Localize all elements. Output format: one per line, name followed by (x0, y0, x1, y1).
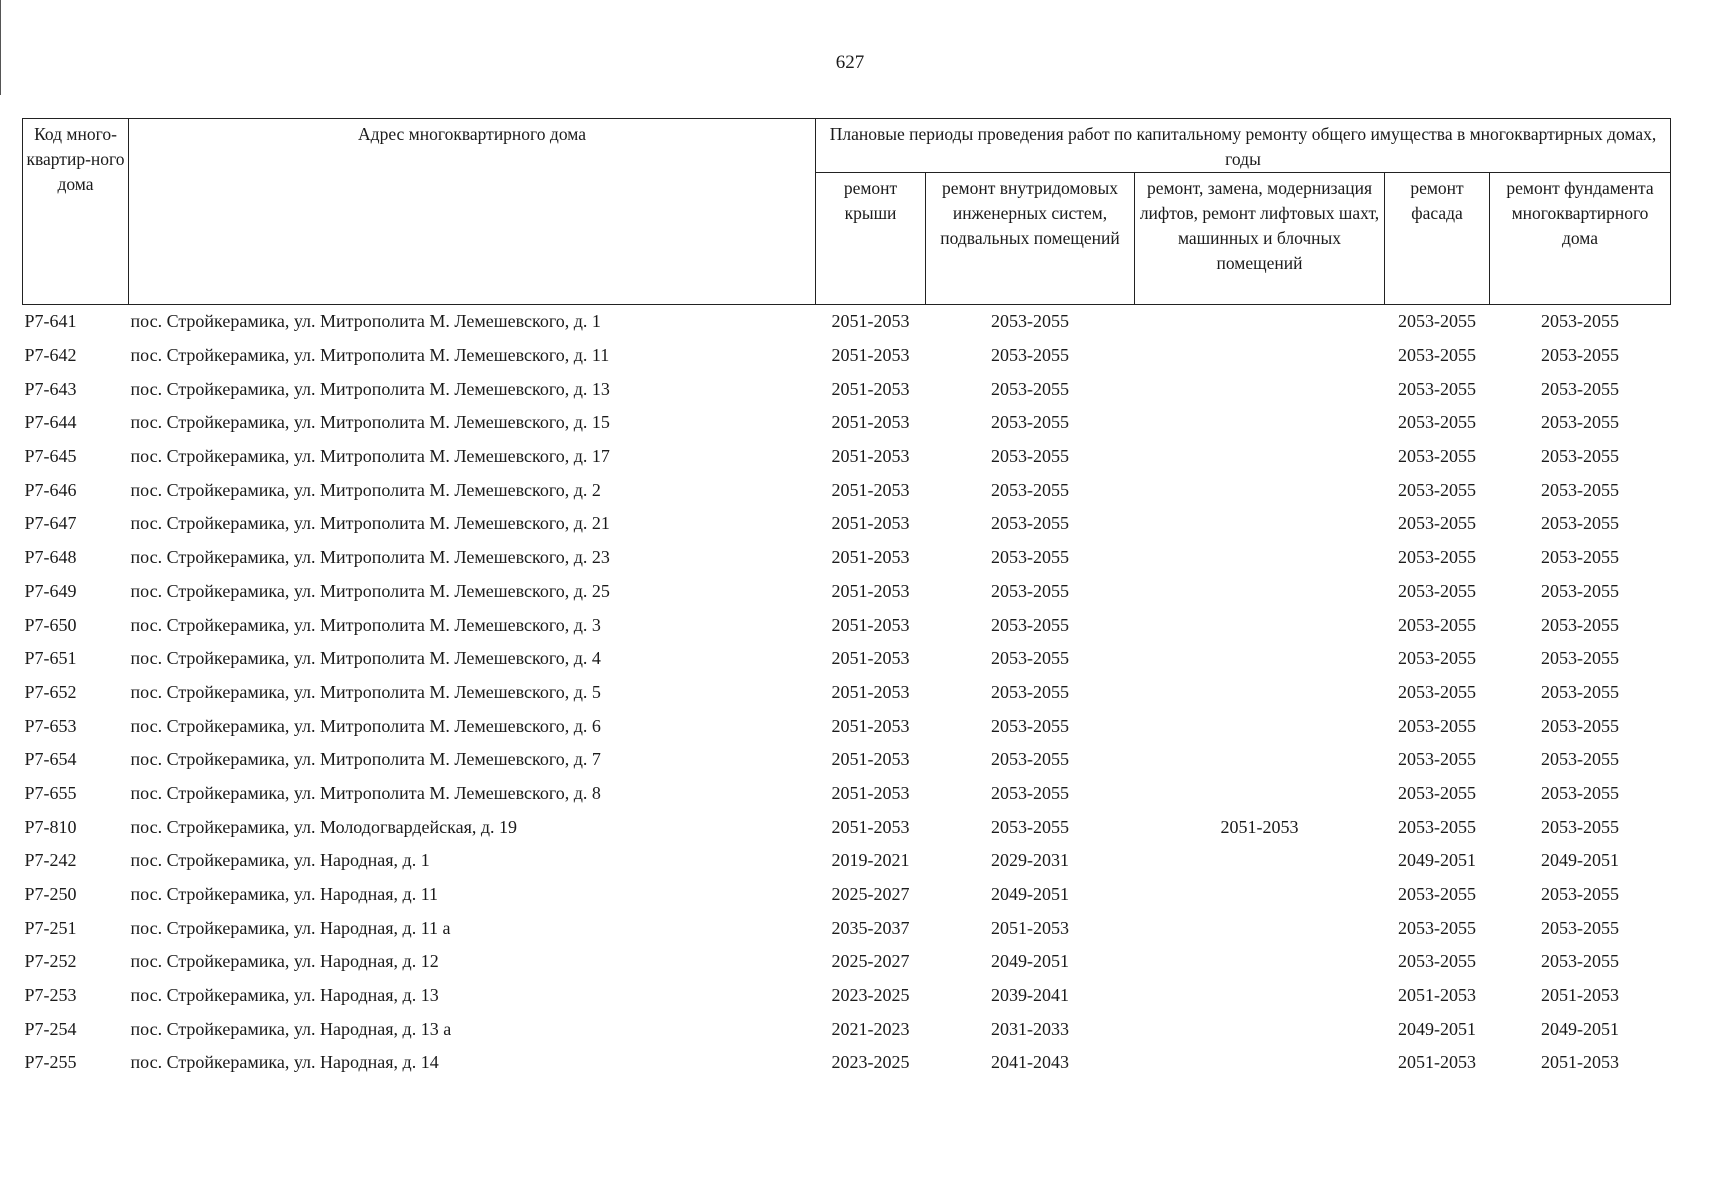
cell-facade: 2053-2055 (1398, 345, 1476, 366)
cell-code: P7-253 (24, 985, 77, 1006)
cell-foundation: 2053-2055 (1541, 345, 1619, 366)
table-row (23, 676, 1671, 710)
header-periods: Плановые периоды проведения работ по капитальному ремонту общего имущества в многоквартирных домах, годы (816, 119, 1671, 173)
cell-roof: 2051-2053 (831, 513, 910, 534)
table-row (23, 507, 1671, 541)
cell-roof: 2051-2053 (831, 479, 910, 500)
cell-roof: 2051-2053 (831, 547, 910, 568)
cell-facade: 2053-2055 (1398, 446, 1476, 467)
cell-roof: 2023-2025 (831, 985, 910, 1006)
table-row (23, 339, 1671, 373)
cell-lifts (1135, 473, 1385, 507)
cell-lifts (1135, 878, 1385, 912)
cell-address: пос. Стройкерамика, ул. Митрополита М. Лемешевского, д. 5 (130, 681, 601, 702)
cell-code: P7-641 (24, 311, 77, 332)
cell-roof: 2025-2027 (831, 951, 910, 972)
table-row (23, 440, 1671, 474)
cell-facade: 2049-2051 (1398, 850, 1476, 871)
cell-roof: 2051-2053 (831, 715, 910, 736)
table-row (23, 1012, 1671, 1046)
cell-code: P7-255 (24, 1052, 77, 1073)
header-roof: ремонт крыши (816, 173, 926, 305)
cell-facade: 2053-2055 (1398, 378, 1476, 399)
cell-code: P7-649 (24, 580, 77, 601)
cell-lifts (1135, 1046, 1385, 1080)
cell-foundation: 2053-2055 (1541, 681, 1619, 702)
cell-address: пос. Стройкерамика, ул. Митрополита М. Лемешевского, д. 2 (130, 479, 601, 500)
cell-systems: 2053-2055 (991, 479, 1069, 500)
table-row (23, 979, 1671, 1013)
table-row (23, 541, 1671, 575)
cell-facade: 2053-2055 (1398, 614, 1476, 635)
cell-code: P7-645 (24, 446, 77, 467)
cell-code: P7-652 (24, 681, 77, 702)
cell-foundation: 2053-2055 (1541, 513, 1619, 534)
cell-systems: 2053-2055 (991, 648, 1069, 669)
cell-address: пос. Стройкерамика, ул. Народная, д. 11 а (130, 917, 451, 938)
cell-code: P7-653 (24, 715, 77, 736)
cell-systems: 2053-2055 (991, 446, 1069, 467)
cell-lifts: 2051-2053 (1220, 816, 1299, 837)
cell-code: P7-647 (24, 513, 77, 534)
cell-facade: 2053-2055 (1398, 715, 1476, 736)
cell-roof: 2051-2053 (831, 580, 910, 601)
cell-address: пос. Стройкерамика, ул. Митрополита М. Лемешевского, д. 21 (130, 513, 610, 534)
table-row (23, 911, 1671, 945)
cell-lifts (1135, 1012, 1385, 1046)
table-row (23, 608, 1671, 642)
cell-systems: 2053-2055 (991, 311, 1069, 332)
cell-code: P7-648 (24, 547, 77, 568)
table-row (23, 709, 1671, 743)
cell-facade: 2053-2055 (1398, 547, 1476, 568)
cell-facade: 2049-2051 (1398, 1018, 1476, 1039)
cell-lifts (1135, 676, 1385, 710)
cell-address: пос. Стройкерамика, ул. Митрополита М. Лемешевского, д. 11 (130, 345, 610, 366)
header-code: Код много-квартир-ного дома (23, 119, 129, 305)
cell-address: пос. Стройкерамика, ул. Народная, д. 12 (130, 951, 439, 972)
cell-systems: 2053-2055 (991, 412, 1069, 433)
header-systems: ремонт внутридомовых инженерных систем, подвальных помещений (926, 173, 1135, 305)
cell-address: пос. Стройкерамика, ул. Митрополита М. Лемешевского, д. 13 (130, 378, 610, 399)
cell-roof: 2023-2025 (831, 1052, 910, 1073)
cell-facade: 2051-2053 (1398, 1052, 1476, 1073)
cell-facade: 2053-2055 (1398, 951, 1476, 972)
cell-systems: 2031-2033 (991, 1018, 1069, 1039)
cell-foundation: 2053-2055 (1541, 479, 1619, 500)
margin-rule (0, 0, 1, 95)
cell-code: P7-251 (24, 917, 77, 938)
cell-systems: 2053-2055 (991, 580, 1069, 601)
header-facade: ремонт фасада (1385, 173, 1490, 305)
cell-systems: 2053-2055 (991, 715, 1069, 736)
table-row (23, 372, 1671, 406)
cell-address: пос. Стройкерамика, ул. Митрополита М. Лемешевского, д. 1 (130, 311, 601, 332)
cell-lifts (1135, 945, 1385, 979)
cell-foundation: 2051-2053 (1541, 985, 1619, 1006)
cell-code: P7-252 (24, 951, 77, 972)
cell-facade: 2053-2055 (1398, 782, 1476, 803)
header-lifts: ремонт, замена, модернизация лифтов, ремонт лифтовых шахт, машинных и блочных помещений (1135, 173, 1385, 305)
cell-systems: 2053-2055 (991, 345, 1069, 366)
cell-foundation: 2053-2055 (1541, 648, 1619, 669)
cell-foundation: 2049-2051 (1541, 1018, 1619, 1039)
cell-address: пос. Стройкерамика, ул. Митрополита М. Лемешевского, д. 25 (130, 580, 610, 601)
cell-address: пос. Стройкерамика, ул. Народная, д. 1 (130, 850, 430, 871)
cell-systems: 2049-2051 (991, 951, 1069, 972)
cell-roof: 2051-2053 (831, 412, 910, 433)
table-body (23, 305, 1671, 1080)
cell-lifts (1135, 339, 1385, 373)
cell-roof: 2051-2053 (831, 782, 910, 803)
cell-systems: 2039-2041 (991, 985, 1069, 1006)
table-row (23, 844, 1671, 878)
cell-code: P7-254 (24, 1018, 77, 1039)
cell-code: P7-250 (24, 884, 77, 905)
cell-code: P7-642 (24, 345, 77, 366)
table-row (23, 305, 1671, 339)
cell-address: пос. Стройкерамика, ул. Народная, д. 13 (130, 985, 439, 1006)
cell-foundation: 2053-2055 (1541, 378, 1619, 399)
table-row (23, 777, 1671, 811)
cell-systems: 2053-2055 (991, 749, 1069, 770)
cell-facade: 2053-2055 (1398, 412, 1476, 433)
repair-schedule-table (22, 118, 1671, 1080)
cell-foundation: 2053-2055 (1541, 311, 1619, 332)
cell-facade: 2053-2055 (1398, 311, 1476, 332)
cell-facade: 2053-2055 (1398, 681, 1476, 702)
cell-address: пос. Стройкерамика, ул. Митрополита М. Лемешевского, д. 6 (130, 715, 601, 736)
cell-lifts (1135, 608, 1385, 642)
cell-systems: 2029-2031 (991, 850, 1069, 871)
cell-lifts (1135, 507, 1385, 541)
cell-foundation: 2053-2055 (1541, 816, 1619, 837)
cell-foundation: 2053-2055 (1541, 884, 1619, 905)
table-row (23, 406, 1671, 440)
cell-roof: 2051-2053 (831, 816, 910, 837)
header-foundation: ремонт фундамента многоквартирного дома (1490, 173, 1671, 305)
cell-roof: 2051-2053 (831, 749, 910, 770)
cell-address: пос. Стройкерамика, ул. Митрополита М. Лемешевского, д. 8 (130, 782, 601, 803)
cell-address: пос. Стройкерамика, ул. Митрополита М. Лемешевского, д. 23 (130, 547, 610, 568)
cell-lifts (1135, 575, 1385, 609)
cell-foundation: 2053-2055 (1541, 715, 1619, 736)
cell-code: P7-650 (24, 614, 77, 635)
cell-code: P7-654 (24, 749, 77, 770)
cell-facade: 2053-2055 (1398, 749, 1476, 770)
cell-lifts (1135, 911, 1385, 945)
cell-lifts (1135, 305, 1385, 339)
cell-roof: 2051-2053 (831, 681, 910, 702)
cell-address: пос. Стройкерамика, ул. Народная, д. 11 (130, 884, 439, 905)
cell-roof: 2051-2053 (831, 378, 910, 399)
cell-address: пос. Стройкерамика, ул. Митрополита М. Лемешевского, д. 7 (130, 749, 601, 770)
cell-code: P7-242 (24, 850, 77, 871)
cell-systems: 2053-2055 (991, 816, 1069, 837)
table-row (23, 1046, 1671, 1080)
cell-foundation: 2051-2053 (1541, 1052, 1619, 1073)
cell-address: пос. Стройкерамика, ул. Митрополита М. Лемешевского, д. 17 (130, 446, 610, 467)
cell-address: пос. Стройкерамика, ул. Народная, д. 13 а (130, 1018, 452, 1039)
cell-lifts (1135, 844, 1385, 878)
cell-foundation: 2053-2055 (1541, 749, 1619, 770)
cell-facade: 2051-2053 (1398, 985, 1476, 1006)
cell-systems: 2053-2055 (991, 513, 1069, 534)
cell-roof: 2025-2027 (831, 884, 910, 905)
cell-lifts (1135, 372, 1385, 406)
cell-systems: 2053-2055 (991, 614, 1069, 635)
cell-lifts (1135, 440, 1385, 474)
table-row (23, 473, 1671, 507)
cell-foundation: 2053-2055 (1541, 446, 1619, 467)
cell-systems: 2051-2053 (991, 917, 1069, 938)
cell-address: пос. Стройкерамика, ул. Митрополита М. Лемешевского, д. 15 (130, 412, 610, 433)
cell-roof: 2051-2053 (831, 614, 910, 635)
cell-facade: 2053-2055 (1398, 648, 1476, 669)
cell-roof: 2019-2021 (831, 850, 910, 871)
cell-roof: 2051-2053 (831, 345, 910, 366)
cell-roof: 2035-2037 (831, 917, 910, 938)
cell-systems: 2053-2055 (991, 681, 1069, 702)
cell-roof: 2021-2023 (831, 1018, 910, 1039)
cell-roof: 2051-2053 (831, 648, 910, 669)
table-row (23, 810, 1671, 844)
cell-code: P7-651 (24, 648, 77, 669)
cell-foundation: 2053-2055 (1541, 580, 1619, 601)
table-row (23, 642, 1671, 676)
cell-address: пос. Стройкерамика, ул. Митрополита М. Лемешевского, д. 3 (130, 614, 601, 635)
cell-facade: 2053-2055 (1398, 513, 1476, 534)
cell-address: пос. Стройкерамика, ул. Молодогвардейская, д. 19 (130, 816, 518, 837)
cell-systems: 2053-2055 (991, 547, 1069, 568)
cell-foundation: 2053-2055 (1541, 412, 1619, 433)
cell-facade: 2053-2055 (1398, 884, 1476, 905)
cell-code: P7-655 (24, 782, 77, 803)
cell-lifts (1135, 777, 1385, 811)
table-row (23, 878, 1671, 912)
cell-lifts (1135, 979, 1385, 1013)
cell-code: P7-644 (24, 412, 77, 433)
cell-lifts (1135, 709, 1385, 743)
cell-address: пос. Стройкерамика, ул. Митрополита М. Лемешевского, д. 4 (130, 648, 601, 669)
cell-foundation: 2049-2051 (1541, 850, 1619, 871)
cell-systems: 2053-2055 (991, 782, 1069, 803)
cell-foundation: 2053-2055 (1541, 782, 1619, 803)
cell-systems: 2053-2055 (991, 378, 1069, 399)
cell-facade: 2053-2055 (1398, 479, 1476, 500)
cell-code: P7-810 (24, 816, 77, 837)
table-row (23, 945, 1671, 979)
cell-lifts (1135, 406, 1385, 440)
cell-roof: 2051-2053 (831, 311, 910, 332)
cell-lifts (1135, 743, 1385, 777)
table-row (23, 575, 1671, 609)
cell-code: P7-646 (24, 479, 77, 500)
table-row (23, 743, 1671, 777)
page-number: 627 (835, 52, 865, 73)
cell-systems: 2041-2043 (991, 1052, 1069, 1073)
cell-roof: 2051-2053 (831, 446, 910, 467)
cell-facade: 2053-2055 (1398, 917, 1476, 938)
header-address: Адрес многоквартирного дома (129, 119, 816, 305)
cell-code: P7-643 (24, 378, 77, 399)
cell-foundation: 2053-2055 (1541, 951, 1619, 972)
cell-facade: 2053-2055 (1398, 816, 1476, 837)
cell-lifts (1135, 642, 1385, 676)
cell-foundation: 2053-2055 (1541, 614, 1619, 635)
cell-facade: 2053-2055 (1398, 580, 1476, 601)
cell-address: пос. Стройкерамика, ул. Народная, д. 14 (130, 1052, 439, 1073)
cell-foundation: 2053-2055 (1541, 547, 1619, 568)
cell-foundation: 2053-2055 (1541, 917, 1619, 938)
cell-systems: 2049-2051 (991, 884, 1069, 905)
cell-lifts (1135, 541, 1385, 575)
